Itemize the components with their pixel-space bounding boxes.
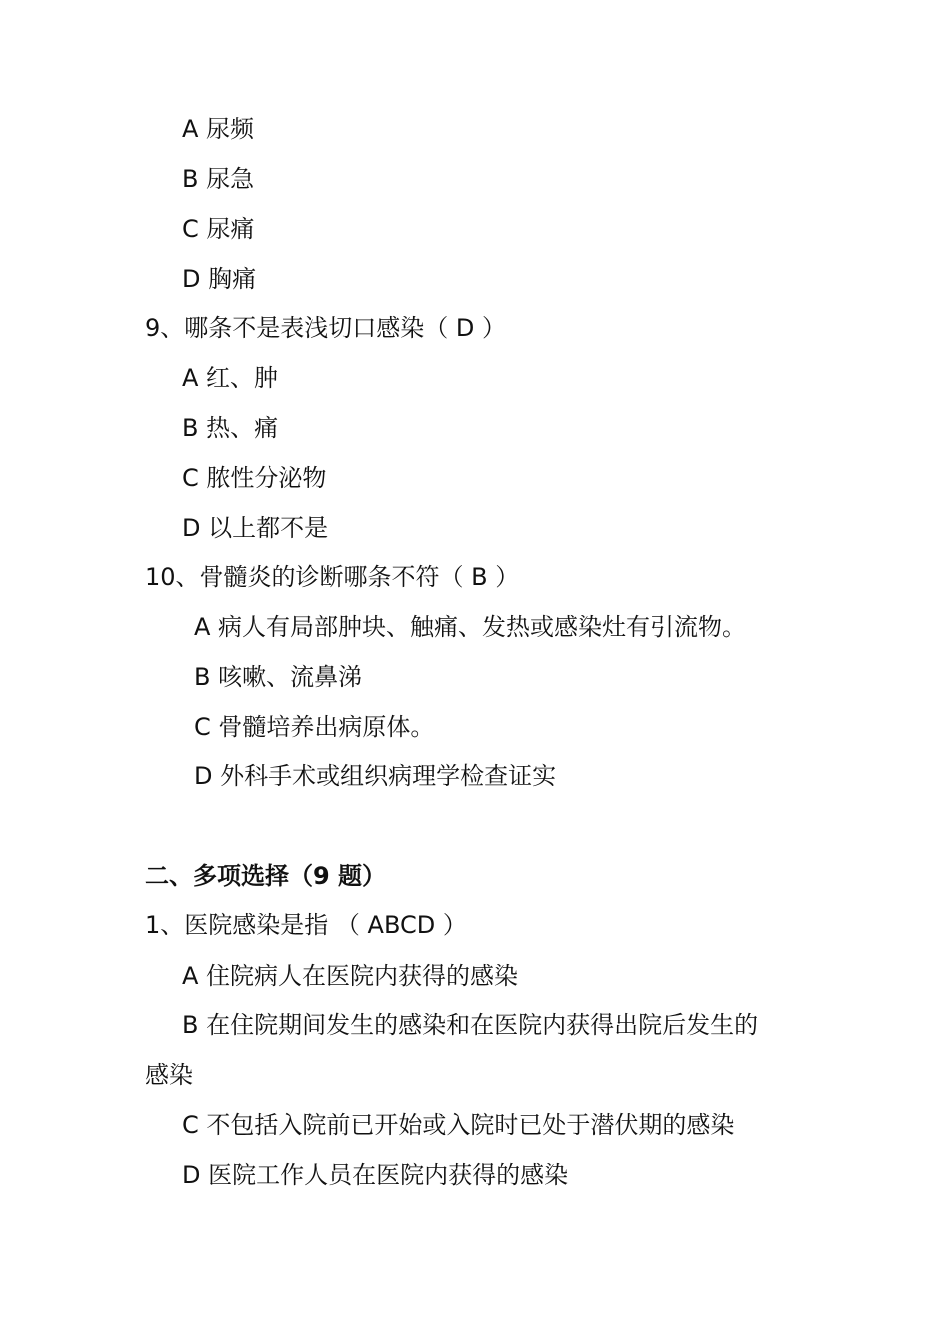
q9-option-d: D 以上都不是 xyxy=(182,514,329,542)
q9-option-a: A 红、肿 xyxy=(182,364,279,392)
s2-q1-option-b-continued: 感染 xyxy=(145,1061,193,1089)
s2-q1-option-c: C 不包括入院前已开始或入院时已处于潜伏期的感染 xyxy=(182,1111,735,1139)
s2-q1-option-a: A 住院病人在医院内获得的感染 xyxy=(182,962,519,990)
q9-question: 9、哪条不是表浅切口感染（ D ） xyxy=(145,314,507,342)
q10-option-a: A 病人有局部肿块、触痛、发热或感染灶有引流物。 xyxy=(194,613,747,641)
q10-option-c: C 骨髓培养出病原体。 xyxy=(194,713,435,741)
q8-option-a: A 尿频 xyxy=(182,115,255,143)
q10-option-d: D 外科手术或组织病理学检查证实 xyxy=(194,762,557,790)
section-heading: 二、多项选择（9 题） xyxy=(145,862,387,890)
s2-q1-option-b: B 在住院期间发生的感染和在医院内获得出院后发生的 xyxy=(182,1011,759,1039)
q9-option-c: C 脓性分泌物 xyxy=(182,464,327,492)
q8-option-c: C 尿痛 xyxy=(182,215,255,243)
q8-option-d: D 胸痛 xyxy=(182,265,257,293)
q8-option-b: B 尿急 xyxy=(182,165,255,193)
s2-q1-question: 1、医院感染是指 （ ABCD ） xyxy=(145,911,467,939)
s2-q1-option-d: D 医院工作人员在医院内获得的感染 xyxy=(182,1161,569,1189)
q9-option-b: B 热、痛 xyxy=(182,414,279,442)
q10-option-b: B 咳嗽、流鼻涕 xyxy=(194,663,363,691)
q10-question: 10、骨髓炎的诊断哪条不符（ B ） xyxy=(145,563,520,591)
